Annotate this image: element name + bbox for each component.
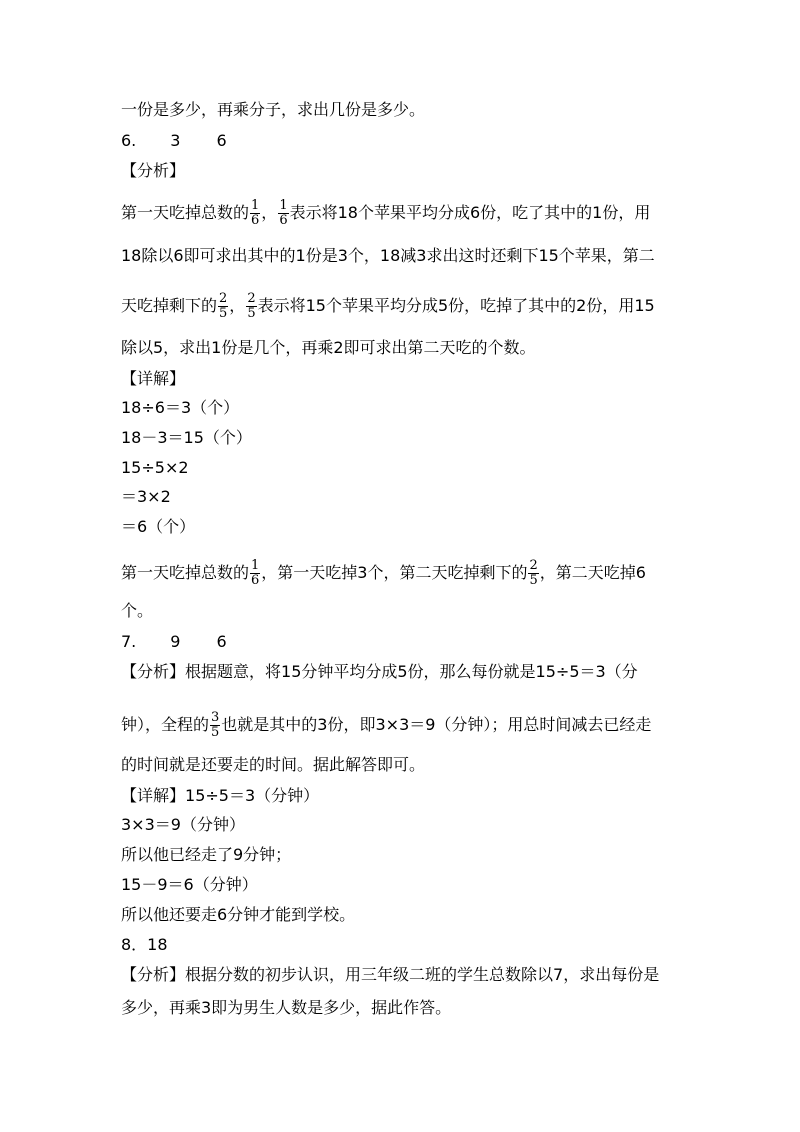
question-8-answer-line: 8．18 [121, 935, 168, 954]
fraction: $\frac{2}{5}$ [529, 558, 538, 588]
answer-value: 3 [170, 131, 181, 150]
text-line: 一份是多少，再乘分子，求出几份是多少。 [121, 100, 426, 119]
text-line: 【分析】根据题意，将15分钟平均分成5份，那么每份就是15÷5＝3（分 [121, 662, 638, 681]
text-line: 第一天吃掉总数的 $\frac{1}{6}$ ， $\frac{1}{6}$ 表示将18个苹果平均分成6份，吃了其中的1份，用 [121, 198, 651, 228]
text-line: 钟），全程的 $\frac{3}{5}$ 也就是其中的3份，即3×3＝9（分钟）；用总时间减去已经走 [121, 710, 652, 740]
text-line: 个。 [121, 601, 154, 620]
text-line: 的时间就是还要走的时间。据此解答即可。 [121, 755, 426, 774]
question-6-answer-line [121, 131, 227, 151]
fraction: $\frac{1}{6}$ [251, 198, 260, 228]
text-line: 所以他还要走6分钟才能到学校。 [121, 905, 356, 924]
text-line: 所以他已经走了9分钟； [121, 845, 292, 864]
equation-line: 18－3＝15（个） [121, 428, 252, 447]
equation-line: 18÷6＝3（个） [121, 398, 240, 417]
equation-line: 3×3＝9（分钟） [121, 815, 245, 834]
equation-line: 15÷5×2 [121, 458, 189, 477]
text-line: 天吃掉剩下的 $\frac{2}{5}$ ， $\frac{2}{5}$ 表示将15个苹果平均分成5份，吃掉了其中的2份，用15 [121, 291, 655, 321]
equation-line: ＝3×2 [121, 487, 171, 506]
equation-line: 15－9＝6（分钟） [121, 875, 258, 894]
analysis-heading: 【分析】 [121, 161, 186, 180]
fraction: $\frac{2}{5}$ [247, 291, 256, 321]
text-line: 除以5，求出1份是几个，再乘2即可求出第二天吃的个数。 [121, 338, 536, 357]
text-line: 第一天吃掉总数的 $\frac{1}{6}$ ，第一天吃掉3个，第二天吃掉剩下的 $\frac{2}{5}$ ，第二天吃掉6 [121, 558, 646, 588]
fraction: $\frac{2}{5}$ [219, 291, 228, 321]
text-line: 18除以6即可求出其中的1份是3个，18减3求出这时还剩下15个苹果，第二 [121, 246, 655, 265]
text-line: 【分析】根据分数的初步认识，用三年级二班的学生总数除以7，求出每份是 [121, 965, 660, 984]
answer-value: 6 [216, 632, 227, 651]
text-line: 【详解】15÷5＝3（分钟） [121, 786, 320, 805]
equation-line: ＝6（个） [121, 517, 196, 536]
fraction: $\frac{3}{5}$ [211, 710, 220, 740]
answer-value: 9 [170, 632, 181, 651]
question-number: 6. [121, 131, 137, 150]
detail-heading: 【详解】 [121, 369, 186, 388]
answer-value: 6 [216, 131, 227, 150]
fraction: $\frac{1}{6}$ [251, 558, 260, 588]
fraction: $\frac{1}{6}$ [279, 198, 288, 228]
question-number: 7. [121, 632, 137, 651]
question-7-answer-line [121, 632, 227, 652]
text-line: 多少，再乘3即为男生人数是多少，据此作答。 [121, 998, 452, 1017]
